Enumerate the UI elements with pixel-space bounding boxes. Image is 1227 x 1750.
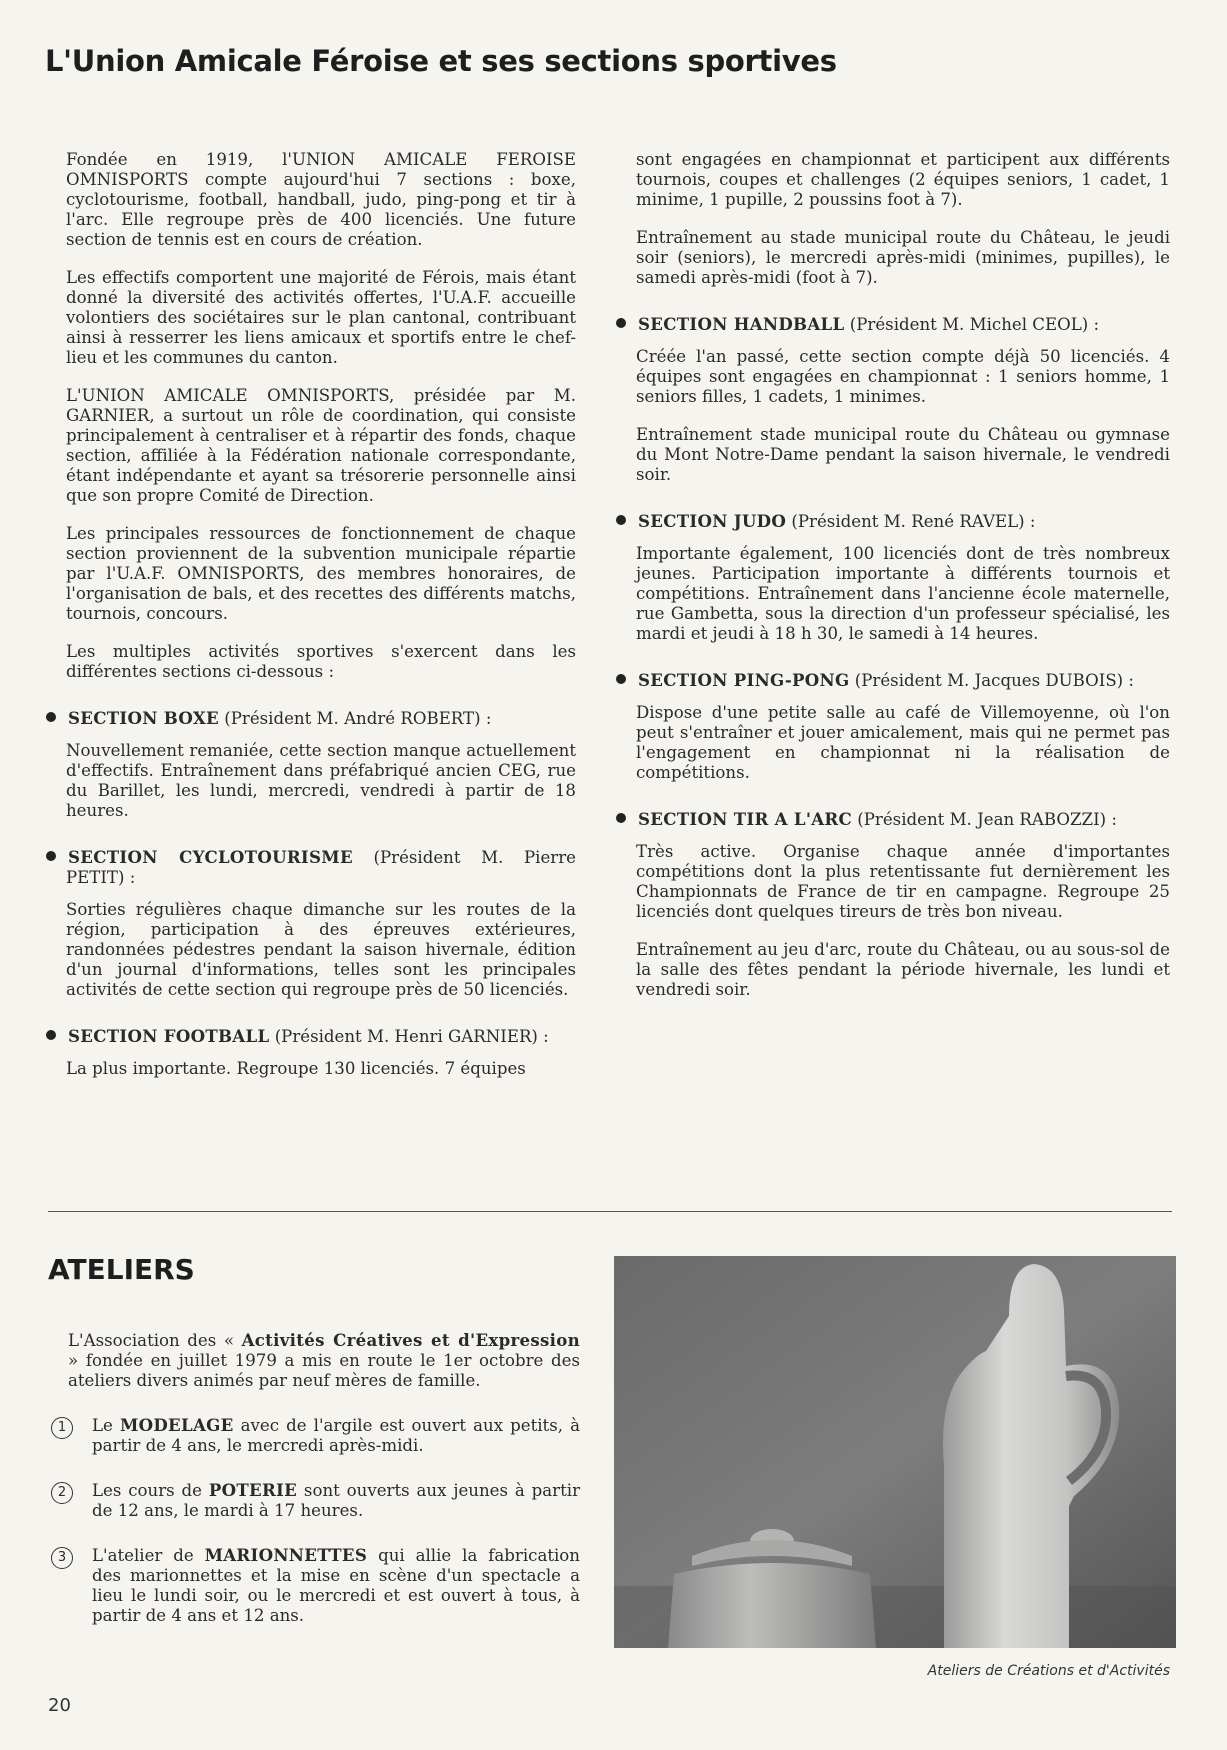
section-president: (Président M. René RAVEL) : — [791, 512, 1036, 531]
intro-paragraph-2: Les effectifs comportent une majorité de Férois, mais étant donné la diversité des activités offertes, l'U.A.F. accueille volontiers des sociétaires sur le plan cantonal, contribuant ainsi à resserrer les liens amicaux et sportifs entre le chef-lieu et les communes du canton. — [66, 268, 576, 367]
section-president: (Président M. Jean RABOZZI) : — [857, 810, 1117, 829]
section-president: (Président M. André ROBERT) : — [224, 709, 492, 728]
section-name: SECTION JUDO — [638, 511, 787, 531]
ateliers-title: ATELIERS — [48, 1253, 195, 1286]
section-name: SECTION PING-PONG — [638, 670, 850, 690]
section-pingpong-heading — [636, 670, 1170, 691]
left-column — [66, 150, 576, 1097]
section-president: (Président M. Jacques DUBOIS) : — [854, 671, 1135, 690]
section-handball-heading — [636, 314, 1170, 335]
section-name: SECTION FOOTBALL — [68, 1026, 270, 1046]
ateliers-intro — [68, 1330, 580, 1391]
item-text: avec de l'argile est ouvert aux petits, à partir de 4 ans, le mercredi après-midi. — [92, 1416, 580, 1455]
intro-paragraph-4: Les principales ressources de fonctionnement de chaque section proviennent de la subvention municipale répartie par l'U.A.F. OMNISPORTS, des membres honoraires, de l'organisation de bals, et des recettes des différents matchs, tournois, concours. — [66, 524, 576, 623]
item-text: Les cours de — [92, 1481, 209, 1500]
section-name: SECTION TIR A L'ARC — [638, 809, 852, 829]
photo-caption: Ateliers de Créations et d'Activités — [927, 1663, 1170, 1679]
intro-text: » fondée en juillet 1979 a mis en route le 1er octobre des ateliers divers animés par neuf mères de famille. — [68, 1351, 580, 1390]
section-football-text: La plus importante. Regroupe 130 licenciés. 7 équipes — [66, 1059, 526, 1078]
item-text: qui allie la fabrication des marionnettes et la mise en scène d'un spectacle a lieu le lundi soir, ou le mercredi et est ouvert à tous, à partir de 4 ans et 12 ans. — [92, 1546, 580, 1625]
item-keyword: MODELAGE — [119, 1415, 234, 1435]
pot-body — [668, 1563, 876, 1648]
circled-number-icon: 1 — [51, 1417, 73, 1439]
page-number: 20 — [48, 1695, 71, 1716]
intro-paragraph-1: Fondée en 1919, l'UNION AMICALE FEROISE OMNISPORTS compte aujourd'hui 7 sections : boxe, cyclotourisme, football, handball, judo, ping-pong et tir à l'arc. Elle regroupe près de 400 licenciés. Une future section de tennis est en cours de création. — [66, 150, 576, 249]
item-text: Le — [92, 1416, 120, 1435]
intro-paragraph-5: Les multiples activités sportives s'exercent dans les différentes sections ci-dessous : — [66, 642, 576, 681]
section-tir-heading — [636, 809, 1170, 830]
section-boxe-heading — [66, 708, 576, 729]
pottery-illustration — [614, 1256, 1176, 1648]
section-judo-heading — [636, 511, 1170, 532]
pottery-photo — [614, 1256, 1176, 1648]
intro-text: L'Association des « — [68, 1331, 242, 1350]
bullet-icon — [46, 851, 56, 861]
section-handball-training: Entraînement stade municipal route du Château ou gymnase du Mont Notre-Dame pendant la saison hivernale, le vendredi soir. — [636, 425, 1170, 484]
section-football-continued: sont engagées en championnat et participent aux différents tournois, coupes et challenges (2 équipes seniors, 1 cadet, 1 minime, 1 pupille, 2 poussins foot à 7). — [636, 150, 1170, 209]
bullet-icon — [616, 813, 626, 823]
section-boxe-text: Nouvellement remaniée, cette section manque actuellement d'effectifs. Entraînement dans préfabriqué ancien CEG, rue du Barillet, les lundi, mercredi, vendredi à partir de 18 heures. — [66, 741, 576, 820]
atelier-item-modelage — [57, 1415, 580, 1456]
section-tir-text: Très active. Organise chaque année d'importantes compétitions dont la plus retentissante fut dernièrement les Championnats de France de tir en campagne. Regroupe 25 licenciés dont quelques tireurs de très bon niveau. — [636, 842, 1170, 921]
item-text: sont ouverts aux jeunes à partir de 12 ans, le mardi à 17 heures. — [92, 1481, 580, 1520]
circled-number-icon: 3 — [51, 1547, 73, 1569]
bullet-icon — [616, 318, 626, 328]
bullet-icon — [616, 674, 626, 684]
page-title: L'Union Amicale Féroise et ses sections sportives — [45, 44, 837, 78]
section-name: SECTION BOXE — [68, 708, 219, 728]
section-president: (Président M. Michel CEOL) : — [849, 315, 1100, 334]
circled-number-icon: 2 — [51, 1482, 73, 1504]
section-football-heading — [66, 1026, 576, 1047]
item-text: L'atelier de — [92, 1546, 205, 1565]
section-president: (Président M. Pierre PETIT) : — [66, 848, 576, 887]
atelier-item-marionnettes — [57, 1545, 580, 1626]
section-cyclotourisme-heading — [66, 847, 576, 888]
section-president: (Président M. Henri GARNIER) : — [274, 1027, 549, 1046]
section-divider — [48, 1211, 1172, 1213]
section-cyclotourisme-text: Sorties régulières chaque dimanche sur les routes de la région, participation à des épreuves extérieures, randonnées pédestres pendant la saison hivernale, édition d'un journal d'informations, telles sont les principales activités de cette section qui regroupe près de 50 licenciés. — [66, 900, 576, 999]
intro-paragraph-3: L'UNION AMICALE OMNISPORTS, présidée par M. GARNIER, a surtout un rôle de coordination, qui consiste principalement à centraliser et à répartir des fonds, chaque section, affiliée à la Fédération nationale correspondante, étant indépendante et ayant sa trésorerie personnelle ainsi que son propre Comité de Direction. — [66, 386, 576, 505]
section-tir-training: Entraînement au jeu d'arc, route du Château, ou au sous-sol de la salle des fêtes pendant la période hivernale, les lundi et vendredi soir. — [636, 940, 1170, 999]
right-column — [636, 150, 1170, 1018]
section-handball-text: Créée l'an passé, cette section compte déjà 50 licenciés. 4 équipes sont engagées en championnat : 1 seniors homme, 1 seniors filles, 1 cadets, 1 minimes. — [636, 347, 1170, 406]
ateliers-text — [57, 1330, 581, 1650]
association-name: Activités Créatives et d'Expression — [241, 1330, 581, 1350]
atelier-item-poterie — [57, 1480, 580, 1521]
item-keyword: MARIONNETTES — [204, 1545, 368, 1565]
section-judo-text: Importante également, 100 licenciés dont de très nombreux jeunes. Participation importante à différents tournois et compétitions. Entraînement dans l'ancienne école maternelle, rue Gambetta, sous la direction d'un professeur spécialisé, les mardi et jeudi à 18 h 30, le samedi à 14 heures. — [636, 544, 1170, 643]
section-pingpong-text: Dispose d'une petite salle au café de Villemoyenne, où l'on peut s'entraîner et jouer amicalement, mais qui ne permet pas l'engagement en championnat ni la réalisation de compétitions. — [636, 703, 1170, 782]
bullet-icon — [46, 712, 56, 722]
item-keyword: POTERIE — [208, 1480, 298, 1500]
section-football-training: Entraînement au stade municipal route du Château, le jeudi soir (seniors), le mercredi après-midi (minimes, pupilles), le samedi après-midi (foot à 7). — [636, 228, 1170, 287]
bullet-icon — [616, 515, 626, 525]
bullet-icon — [46, 1030, 56, 1040]
section-name: SECTION HANDBALL — [638, 314, 845, 334]
section-name: SECTION CYCLOTOURISME — [68, 847, 353, 867]
